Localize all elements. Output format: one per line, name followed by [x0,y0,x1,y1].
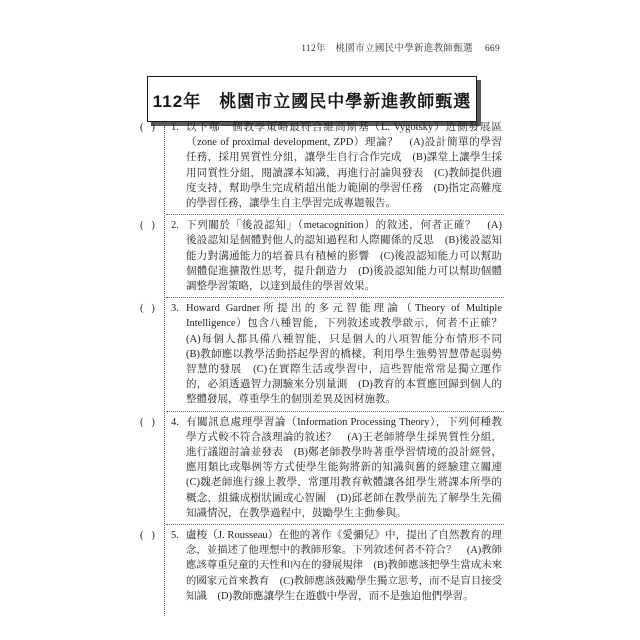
question-number: 5. [171,530,179,542]
question-text-line: 學方式較不符合該理論的敘述？ (A)王老師將學生採異質性分組， [186,431,502,443]
question-text-line: 調整學習策略，以達到最佳的學習效果。 [186,281,375,293]
question-text-line: (C)魏老師進行線上教學，常運用教育軟體讓各組學生將課本所學的 [186,477,502,489]
question-text-line: 智慧的發展 (C)在實際生活或學習中，這些智能常常是獨立運作 [186,364,502,376]
question-text-line: 能力對溝通能力的培養具有積極的影響 (C)後設認知能力可以幫助 [186,250,502,262]
question-text-line: 的，必須透過智力測驗來分別量測 (D)教育的本質應回歸到個人的 [186,379,502,391]
question-text-line: 知識 (D)教師應讓學生在遊戲中學習，而不是強迫他們學習。 [186,590,474,602]
section-title: 112年 桃園市立國民中學新進教師甄選 [152,91,472,111]
answer-blank: ( ) [140,303,155,315]
question-text-line: 後設認知是個體對他人的認知過程和人際關係的反思 (B)後設認知 [186,235,502,247]
question-item [0,218,640,294]
question-text [186,218,502,294]
question-text-line: 概念，組織成樹狀圖或心智圖 (D)邱老師在教學前先了解學生先備 [186,492,502,504]
question-text-line: 整體發展，尊重學生的個別差異及因材施教。 [186,394,396,406]
section-title-box [147,76,477,122]
question-number: 2. [171,220,179,232]
question-separator [166,524,504,525]
answer-blank: ( ) [140,530,155,542]
question-text-line: 個體促進擴散性思考，提升創造力 (D)後設認知能力可以幫助個體 [186,265,502,277]
question-item [0,528,640,604]
answer-blank: ( ) [140,122,155,133]
answer-blank: ( ) [140,416,155,428]
question-text-line: （zone of proximal development, ZPD）理論？ (A)設計簡單的學習 [186,137,502,149]
question-text-line: 度支持，幫助學生完成稍超出能力範圍的學習任務 (D)指定高難度 [186,182,502,194]
question-separator [166,297,504,298]
question-text-line: (A)每個人都具備八種智能，只是個人的八項智能分布情形不同 [186,333,502,345]
question-number: 1. [171,122,179,133]
question-text-line: 應該尊重兒童的天性和內在的發展規律 (B)教師應該把學生當成未來 [186,560,502,572]
question-separator [166,411,504,412]
question-text [186,120,502,211]
question-text-line: 以下哪一個教學策略最符合維高斯基（L. Vygotsky）近側發展區 [186,122,502,133]
question-number: 3. [171,303,179,315]
question-item [0,301,640,407]
running-header-title: 112年 桃園市立國民中學新進教師甄選 [301,44,473,54]
question-separator [166,214,504,215]
question-text [186,528,502,604]
question-text [186,301,502,407]
question-text [186,415,502,521]
question-text-line: 念，並描述了他理想中的教師形象。下列敘述何者不符合？ (A)教師 [186,545,502,557]
question-text-line: Howard Gardner所提出的多元智能理論（Theory of Multiple [186,303,502,315]
page-number: 669 [484,44,500,54]
question-text-line: (B)教師應以教學活動搭起學習的橋樑，利用學生強勢智慧帶起弱勢 [186,348,502,360]
question-text-line: Intelligence）包含八種智能，下列敘述或教學啟示，何者不正確？ [186,318,502,330]
question-text-line: 任務，採用異質性分組，讓學生自行合作完成 (B)課堂上讓學生採 [186,152,502,164]
question-item [0,120,640,211]
answer-blank: ( ) [140,220,155,232]
question-text-line: 有關訊息處理學習論（Information Processing Theory），下列何種教 [186,416,502,428]
question-text-line: 應用類比或舉例等方式使學生能夠將新的知識與舊的經驗建立關連 [186,462,502,474]
question-list [0,120,640,604]
question-text-line: 用同質性分組，閱讀課本知識，再進行討論與發表 (C)教師提供適 [186,167,502,179]
question-text-line: 的國家元首來教育 (C)教師應該鼓勵學生獨立思考，而不是盲目接受 [186,575,502,587]
question-text-line: 進行議題討論並發表 (B)鄭老師教學時著重學習情境的設計經營， [186,447,502,459]
question-text-line: 的學習任務，讓學生自主學習完成專題報告。 [186,198,396,210]
question-text-line: 盧梭（J. Rousseau）在他的著作《愛彌兒》中，提出了自然教育的理 [186,530,502,542]
question-item [0,415,640,521]
question-text-line: 知識情況，在教學過程中，鼓勵學生主動參與。 [186,507,407,519]
question-text-line: 下列關於「後設認知」（metacognition）的敘述，何者正確？ (A) [186,220,502,232]
question-number: 4. [171,416,179,428]
running-header [301,43,500,55]
